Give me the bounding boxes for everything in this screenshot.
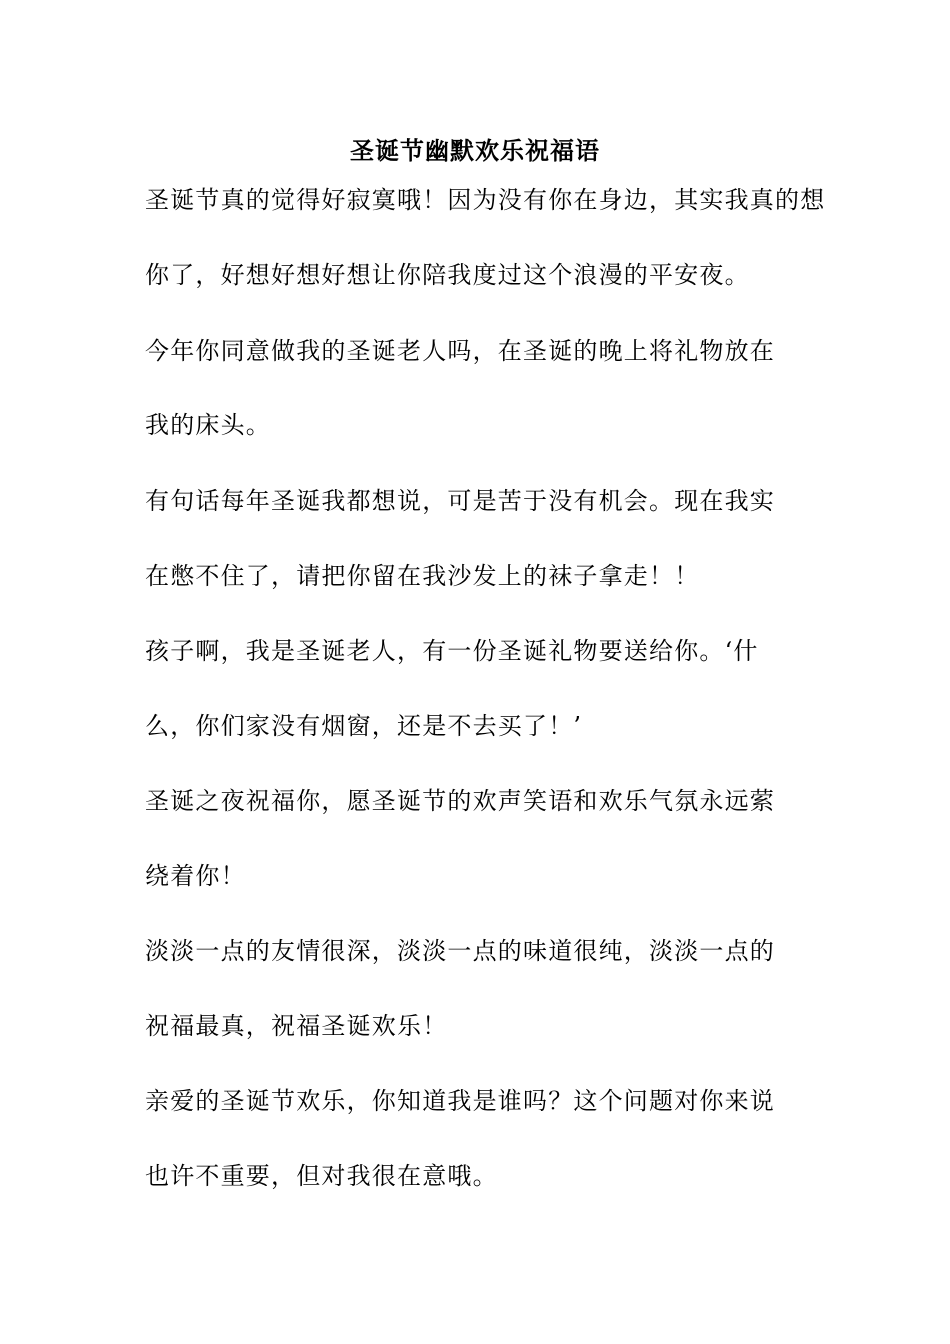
text-line: 圣诞之夜祝福你，愿圣诞节的欢声笑语和欢乐气氛永远萦: [145, 787, 775, 815]
text-line: 在憋不住了，请把你留在我沙发上的袜子拿走！！: [145, 562, 700, 590]
text-line: 祝福最真，祝福圣诞欢乐！: [145, 1012, 448, 1040]
text-line: 你了，好想好想好想让你陪我度过这个浪漫的平安夜。: [145, 261, 750, 289]
text-line: 有句话每年圣诞我都想说，可是苦于没有机会。现在我实: [145, 487, 775, 515]
text-line: 亲爱的圣诞节欢乐，你知道我是谁吗？这个问题对你来说: [145, 1087, 775, 1115]
text-line: 今年你同意做我的圣诞老人吗，在圣诞的晚上将礼物放在: [145, 337, 775, 365]
text-line: 也许不重要，但对我很在意哦。: [145, 1162, 498, 1190]
text-line: 绕着你！: [145, 862, 246, 890]
text-line: 么，你们家没有烟窗，还是不去买了！’: [145, 712, 583, 740]
text-line: 圣诞节真的觉得好寂寞哦！因为没有你在身边，其实我真的想: [145, 186, 826, 214]
text-line: 孩子啊，我是圣诞老人，有一份圣诞礼物要送给你。‘什: [145, 637, 759, 665]
text-line: 淡淡一点的友情很深，淡淡一点的味道很纯，淡淡一点的: [145, 937, 775, 965]
text-line: 我的床头。: [145, 411, 271, 439]
document-title: 圣诞节幽默欢乐祝福语: [350, 136, 600, 165]
